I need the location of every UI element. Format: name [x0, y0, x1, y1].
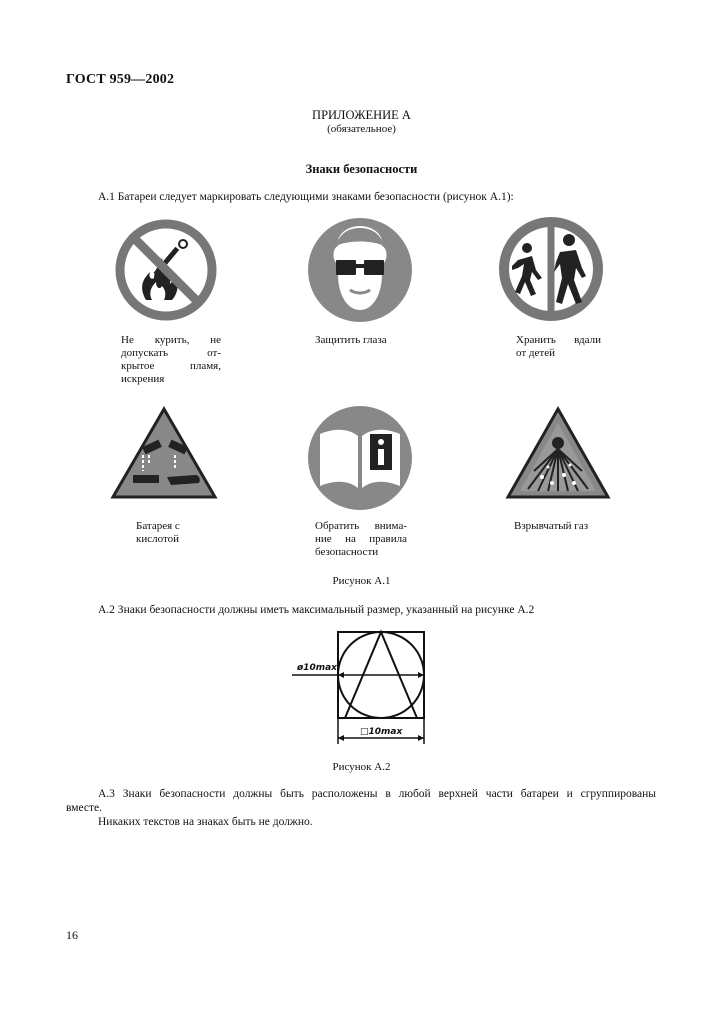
paragraph-a4: Никаких текстов на знаках быть не должно. [98, 816, 313, 828]
caption-line: допускать от- [121, 347, 221, 359]
caption-line: Защитить глаза [315, 334, 387, 346]
caption-line: крытое пламя, [121, 360, 221, 372]
caption-line: Обратить внима- [315, 520, 407, 532]
caption-line: безопасности [315, 546, 379, 558]
caption-line: Не курить, не [121, 334, 221, 346]
caption-acid [136, 520, 216, 546]
caption-line: Батарея с [136, 520, 180, 532]
caption-manual [315, 520, 407, 559]
caption-explosive [514, 520, 624, 533]
caption-eye [315, 334, 425, 347]
keep-away-from-children-icon [496, 214, 606, 324]
caption-line: от детей [516, 347, 555, 359]
caption-children [516, 334, 601, 360]
paragraph-a3-line2: вместе. [66, 802, 103, 814]
caption-no-fire [121, 334, 221, 386]
figure-1-caption: Рисунок А.1 [332, 575, 391, 587]
standard-designation: ГОСТ 959—2002 [66, 72, 175, 87]
figure-2-caption: Рисунок А.2 [332, 761, 391, 773]
read-manual-icon [306, 404, 414, 512]
caption-line: Взрывчатый газ [514, 520, 589, 532]
corrosive-acid-icon [109, 405, 219, 501]
square-label: □10max [360, 727, 403, 737]
explosive-gas-icon [504, 405, 612, 501]
appendix-subtitle: (обязательное) [327, 123, 396, 135]
eye-protection-icon [306, 216, 414, 324]
section-title: Знаки безопасности [305, 162, 418, 176]
diameter-label: ø10max [297, 663, 337, 673]
appendix-title: ПРИЛОЖЕНИЕ А [312, 108, 411, 122]
page-number: 16 [66, 928, 78, 942]
paragraph-a1: А.1 Батареи следует маркировать следующими знаками безопасности (рисунок А.1): [98, 191, 514, 203]
no-open-flame-icon [112, 216, 220, 324]
caption-line: ние на правила [315, 533, 407, 545]
caption-line: искрения [121, 373, 165, 385]
caption-line: Хранить вдали [516, 334, 601, 346]
paragraph-a2: А.2 Знаки безопасности должны иметь максимальный размер, указанный на рисунке А.2 [98, 604, 535, 616]
paragraph-a3-line1: А.3 Знаки безопасности должны быть расположены в любой верхней части батареи и сгруппированы [98, 788, 656, 800]
caption-line: кислотой [136, 533, 180, 545]
